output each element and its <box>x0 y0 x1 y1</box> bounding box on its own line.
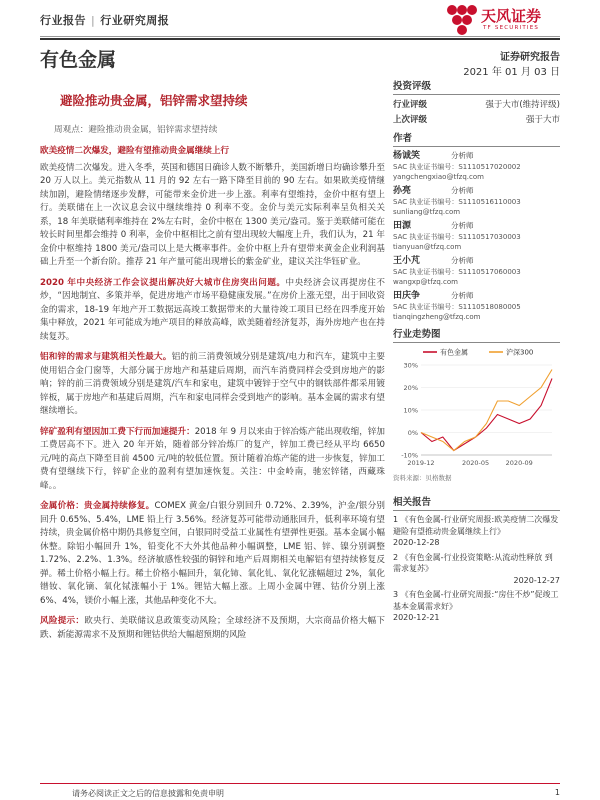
related-report-date: 2020-12-28 <box>393 538 440 547</box>
author-entry <box>393 221 560 252</box>
paragraph-lead: 锌矿盈利有望因加工费下行而加速提升： <box>40 426 195 437</box>
company-logo <box>447 3 557 39</box>
authors-section <box>393 130 560 322</box>
author-entry <box>393 256 560 287</box>
rating-section <box>393 78 560 125</box>
rating-value: 强于大市 <box>525 115 560 125</box>
paragraph-lead: 2020 年中央经济工作会议提出解决好大城市住房突出问题。 <box>40 277 286 288</box>
y-tick-label: 0% <box>407 429 418 437</box>
related-heading: 相关报告 <box>393 494 560 511</box>
author-entry <box>393 151 560 182</box>
author-role: 分析师 <box>451 221 474 230</box>
author-name: 田庆争 <box>393 291 421 301</box>
author-email[interactable]: tianqingzheng@tfzq.com <box>393 313 481 321</box>
report-category-label: 行业报告 <box>40 14 86 27</box>
industry-trend-chart <box>393 326 560 482</box>
y-tick-label: 10% <box>403 406 418 415</box>
author-email[interactable]: wangxp@tfzq.com <box>393 278 458 286</box>
header-rule-thin <box>40 36 560 37</box>
authors-heading: 作者 <box>393 130 560 147</box>
author-role: 分析师 <box>451 256 474 265</box>
author-entry <box>393 186 560 217</box>
paragraph-text: 铝的前三消费领域分别是建筑/电力和汽车，建筑中主要使用铝合金门窗等，大部分属于房地产和基建后周期，而汽车消费同样会受到房地产的影响；锌的前三消费领域分别是建筑/汽车和家电，建筑中镀锌于空气中的钢铁部件都采用镀锌板，属于房地产和基建后周期，汽车和家电同样会受到地产的影响。基本金属的需求有望继续增长。 <box>40 352 385 416</box>
paragraph-lead: 风险提示： <box>40 616 85 626</box>
legend-label: 沪深300 <box>506 348 534 357</box>
section-heading: 欧美疫情二次爆发，避险有望推动贵金属继续上行 <box>40 145 230 156</box>
paragraph-prices <box>40 500 385 608</box>
author-entry <box>393 291 560 322</box>
paragraph-aluminum-zinc <box>40 351 385 419</box>
header-rule-thick <box>40 38 560 40</box>
author-name: 王小芃 <box>393 256 421 266</box>
author-email[interactable]: tianyuan@tfzq.com <box>393 243 462 251</box>
related-report-item[interactable] <box>393 514 560 549</box>
paragraph-text: 2018 年 9 月以来由于锌冶炼产能出现收缩，锌加工费居高不下。进入 20 年开始，随着部分锌冶炼厂的复产，锌加工费已经从平均 6650 元/吨的高点下降至目前 4500 元/吨的较低位置。预计随着冶炼产能的进一步恢复，锌加工费有望继续下行，锌矿企业的盈利有望加速恢复。关注：中金岭南，驰宏锌锗，西藏珠峰。。 <box>40 426 385 491</box>
author-email[interactable]: sunliang@tfzq.com <box>393 208 461 216</box>
paragraph-lead: 铝和锌的需求与建筑相关性最大。 <box>40 352 172 362</box>
x-tick-label: 2019-12 <box>407 459 435 467</box>
x-tick-label: 2020-09 <box>505 459 533 467</box>
related-report-date: 2020-12-21 <box>393 613 440 622</box>
related-report-item[interactable] <box>393 589 560 624</box>
author-role: 分析师 <box>451 151 474 160</box>
footer-disclaimer: 请务必阅读正文之后的信息披露和免责申明 <box>72 789 224 798</box>
report-category <box>40 12 169 28</box>
author-role: 分析师 <box>451 186 474 195</box>
logo-mark-icon <box>447 5 477 35</box>
related-report-item[interactable] <box>393 552 560 587</box>
logo-en-text: TF SECURITIES <box>483 25 540 31</box>
related-reports <box>393 494 560 624</box>
author-email[interactable]: yangchengxiao@tfzq.com <box>393 173 484 181</box>
report-title: 避险推动贵金属，铝锌需求望持续 <box>60 93 248 108</box>
chart-source: 资料来源：贝格数据 <box>393 474 452 482</box>
rating-label: 行业评级 <box>393 100 428 110</box>
legend-label: 有色金属 <box>440 348 468 357</box>
author-cert: SAC 执业证书编号：S1110518080005 <box>393 303 521 311</box>
author-name: 田源 <box>393 221 412 231</box>
related-report-text[interactable]: 2 《有色金属-行业投资策略:从流动性释放 到需求复苏》 <box>393 552 553 573</box>
paragraph-lead: 金属价格：贵金属持续修复。 <box>40 501 155 511</box>
rating-label: 上次评级 <box>393 115 428 125</box>
document-date: 2021 年 01 月 03 日 <box>463 67 560 78</box>
paragraph-risks <box>40 615 385 642</box>
sector-title: 有色金属 <box>40 49 117 71</box>
paragraph-housing <box>40 277 385 345</box>
page-number: 1 <box>554 788 560 797</box>
y-tick-label: -10% <box>401 451 418 460</box>
author-name: 杨诚笑 <box>393 151 421 161</box>
y-tick-label: 30% <box>403 361 418 370</box>
author-cert: SAC 执业证书编号：S1110517060003 <box>393 268 521 276</box>
author-cert: SAC 执业证书编号：S1110516110003 <box>393 198 521 206</box>
paragraph-text: 中央经济会议再提房住不炒，“因地制宜、多策并举，促进房地产市场平稳健康发展。”在房价上涨无望，出于回收资金的需求，18-19 年地产开工数据远高竣工数据带来的大量待竣工项目已经在四季度开始集中释放，2021 年可能成为地产项目的释放高峰，欧美随着经济复苏，海外房地产也在持续复苏。 <box>40 277 385 342</box>
footer-rule <box>40 783 560 784</box>
summary-line: 周观点：避险推动贵金属，铝锌需求望持续 <box>54 125 218 135</box>
paragraph-text: COMEX 黄金/白银分别回升 0.72%、2.39%，沪金/银分别回升 0.65%、5.4%，LME 铅上行 3.56%。经济复苏可能带动通胀回升，低利率环境有望持续，贵金属价格中期仍具修复空间，白银同时受益工业属性有望弹性更强。基本金属小幅休整。除铝小幅回升 1%，铅变化不大外其他品种小幅调整，LME 铝、锌、镍分别调整 1.72%、2.2%、1.3%。经济敏感性较强的铜锌和地产后周期相关电解铝有望持续修复反弹。稀土价格小幅上行。稀土价格小幅回升，氧化铈、氧化钆、氧化钇涨幅超过 2%，氧化镨钕、氧化镝、氧化铽涨幅小于 1%。锂钴大幅上涨。上周小金属中锂、钴价分别上涨 6%、4%，镁价小幅上涨，其他品种变化不大。 <box>40 501 385 606</box>
paragraph-text: 欧央行、美联储议息政策变动风险；全球经济不及预期，大宗商品价格大幅下跌、新能源需求不及预期和锂钴供给大幅超预期的风险 <box>40 616 385 640</box>
author-name: 孙亮 <box>393 186 412 196</box>
x-tick-label: 2020-05 <box>461 459 490 467</box>
paragraph-gold: 欧美疫情二次爆发。进入冬季，英国和德国日确诊人数不断攀升，美国新增日均确诊攀升至 20 万人以上。美元指数从 11 月的 92 左右一路下降至目前的 90 左右。如果欧美疫情继续加剧，避险情绪逐步发酵，可能带来金价进一步上涨。利率有望维持，金价中枢有望上行。美联储在上一次议息会议中继续维持 0 利率不变。金价与美元实际利率呈负相关关系，18 年美联储利率维持在 2%左右时，金价中枢在 1300 美元/盎司。鉴于美联储可能在较长时间里都会维持 0 利率，金价中枢相比之前有望出现较大幅度上升，我们认为，21 年金价中枢维持 1800 美元/盎司以上是大概率事件。金价中枢上升有望带来黄金企业利润基础上升至一个新台阶。推荐 21 年产量可能出现增长的紫金矿业，建议关注华钰矿业。 <box>40 162 385 267</box>
y-tick-label: 20% <box>403 384 418 392</box>
author-role: 分析师 <box>451 291 474 300</box>
document-type: 证券研究报告 <box>500 52 560 63</box>
report-body <box>40 124 385 642</box>
paragraph-zinc-mining <box>40 426 385 494</box>
related-report-text[interactable]: 3 《有色金属-行业研究周报:“房住不炒”促竣工 基本金属需求好》 <box>393 590 559 611</box>
report-subcategory-label: 行业研究周报 <box>100 14 170 27</box>
logo-cn-text: 天风证券 <box>481 7 542 25</box>
series-line-1 <box>421 379 552 451</box>
related-report-date: 2020-12-27 <box>513 575 560 585</box>
author-cert: SAC 执业证书编号：S1110517020002 <box>393 163 521 171</box>
rating-value: 强于大市(维持评级) <box>485 100 560 110</box>
rating-row <box>393 113 560 125</box>
chart-title: 行业走势图 <box>393 326 560 343</box>
trend-chart-svg <box>393 343 560 473</box>
rating-row <box>393 98 560 110</box>
rating-heading: 投资评级 <box>393 78 560 95</box>
author-cert: SAC 执业证书编号：S1110517030003 <box>393 233 521 241</box>
related-report-text[interactable]: 1 《有色金属-行业研究周报:欧美疫情二次爆发 避险有望推动贵金属继续上行》 <box>393 515 559 536</box>
category-separator: | <box>91 14 96 27</box>
